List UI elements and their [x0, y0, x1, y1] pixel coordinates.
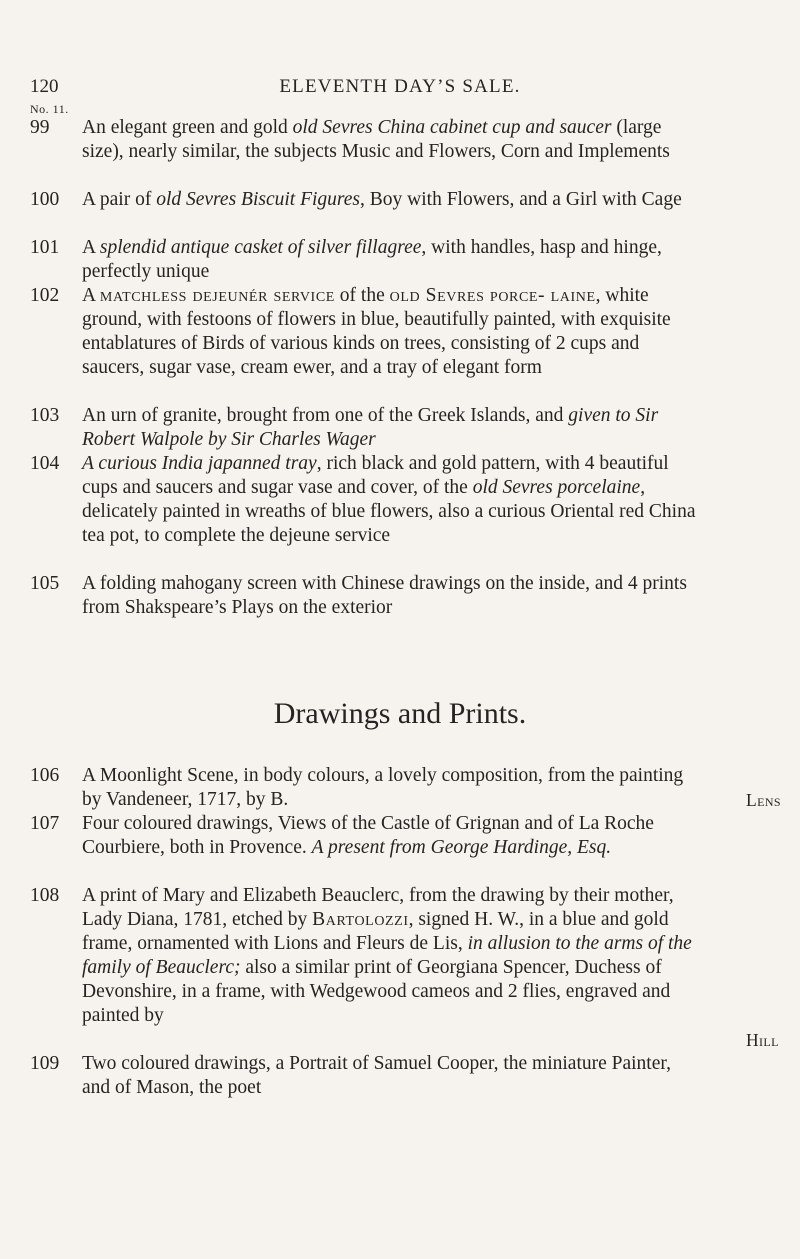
page-number: 120 — [30, 76, 59, 97]
lot-entry — [0, 812, 800, 860]
lot-description: A curious India japanned tray, rich black and gold pattern, with 4 beautiful cups and saucers and sugar vase and cover, of the old Sevres porcelaine, delicately painted in wreaths of blue flowers, also a curious Oriental red China tea pot, to complete the dejeune service — [82, 453, 696, 546]
lot-number: 109 — [30, 1053, 60, 1074]
lot-number: 108 — [30, 885, 60, 906]
lot-number: 107 — [30, 813, 60, 834]
buyer-name: Lens — [746, 790, 781, 810]
lot-entry — [0, 764, 800, 812]
lot-description: An urn of granite, brought from one of the Greek Islands, and given to Sir Robert Walpole by Sir Charles Wager — [82, 405, 659, 450]
lot-description: An elegant green and gold old Sevres China cabinet cup and saucer (large size), nearly similar, the subjects Music and Flowers, Corn and Implements — [82, 117, 670, 162]
lot-entry — [0, 188, 800, 212]
running-title: ELEVENTH DAY’S SALE. — [279, 76, 521, 97]
lot-number: 100 — [30, 189, 60, 210]
lot-description: A matchless dejeunér service of the old Sevres porce- laine, white ground, with festoons of flowers in blue, beautifully painted, with exquisite entablatures of Birds of various kinds on trees, consisting of 2 cups and saucers, sugar vase, cream ewer, and a tray of elegant form — [82, 285, 671, 378]
lot-entry — [0, 1052, 800, 1100]
lot-number: 102 — [30, 285, 60, 306]
buyer-name: Hill — [746, 1030, 779, 1050]
lot-description: Four coloured drawings, Views of the Castle of Grignan and of La Roche Courbiere, both in Provence. A present from George Hardinge, Esq. — [82, 813, 654, 858]
page-header — [0, 76, 800, 102]
lot-number: 101 — [30, 237, 60, 258]
lot-entry — [0, 236, 800, 284]
lot-entry — [0, 572, 800, 620]
lot-number: 104 — [30, 453, 60, 474]
lot-number: 106 — [30, 765, 60, 786]
lot-number: 103 — [30, 405, 60, 426]
lot-description: A pair of old Sevres Biscuit Figures, Boy with Flowers, and a Girl with Cage — [82, 189, 682, 210]
lot-description: A Moonlight Scene, in body colours, a lovely composition, from the painting by Vandeneer, 1717, by B. — [82, 765, 684, 810]
lot-number-column-label: No. 11. — [30, 102, 69, 116]
lot-entry — [0, 884, 800, 1050]
lot-entry — [0, 452, 800, 548]
lot-description: A folding mahogany screen with Chinese drawings on the inside, and 4 prints from Shakspeare’s Plays on the exterior — [82, 573, 687, 618]
lot-number: 99 — [30, 117, 50, 138]
lot-description: A splendid antique casket of silver fillagree, with handles, hasp and hinge, perfectly unique — [82, 237, 662, 282]
lot-description: A print of Mary and Elizabeth Beauclerc, from the drawing by their mother, Lady Diana, 1781, etched by Bartolozzi, signed H. W., in a blue and gold frame, ornamented with Lions and Fleurs de Lis, in allusion to the arms of the family of Beauclerc; also a similar print of Georgiana Spencer, Duchess of Devonshire, in a frame, with Wedgewood cameos and 2 flies, engraved and painted by — [82, 885, 692, 1026]
lot-entry — [0, 284, 800, 380]
lot-number: 105 — [30, 573, 60, 594]
section-heading: Drawings and Prints. — [273, 697, 527, 730]
lot-entry — [0, 116, 800, 164]
lot-description: Two coloured drawings, a Portrait of Samuel Cooper, the miniature Painter, and of Mason, the poet — [82, 1053, 671, 1098]
lot-entry — [0, 404, 800, 452]
